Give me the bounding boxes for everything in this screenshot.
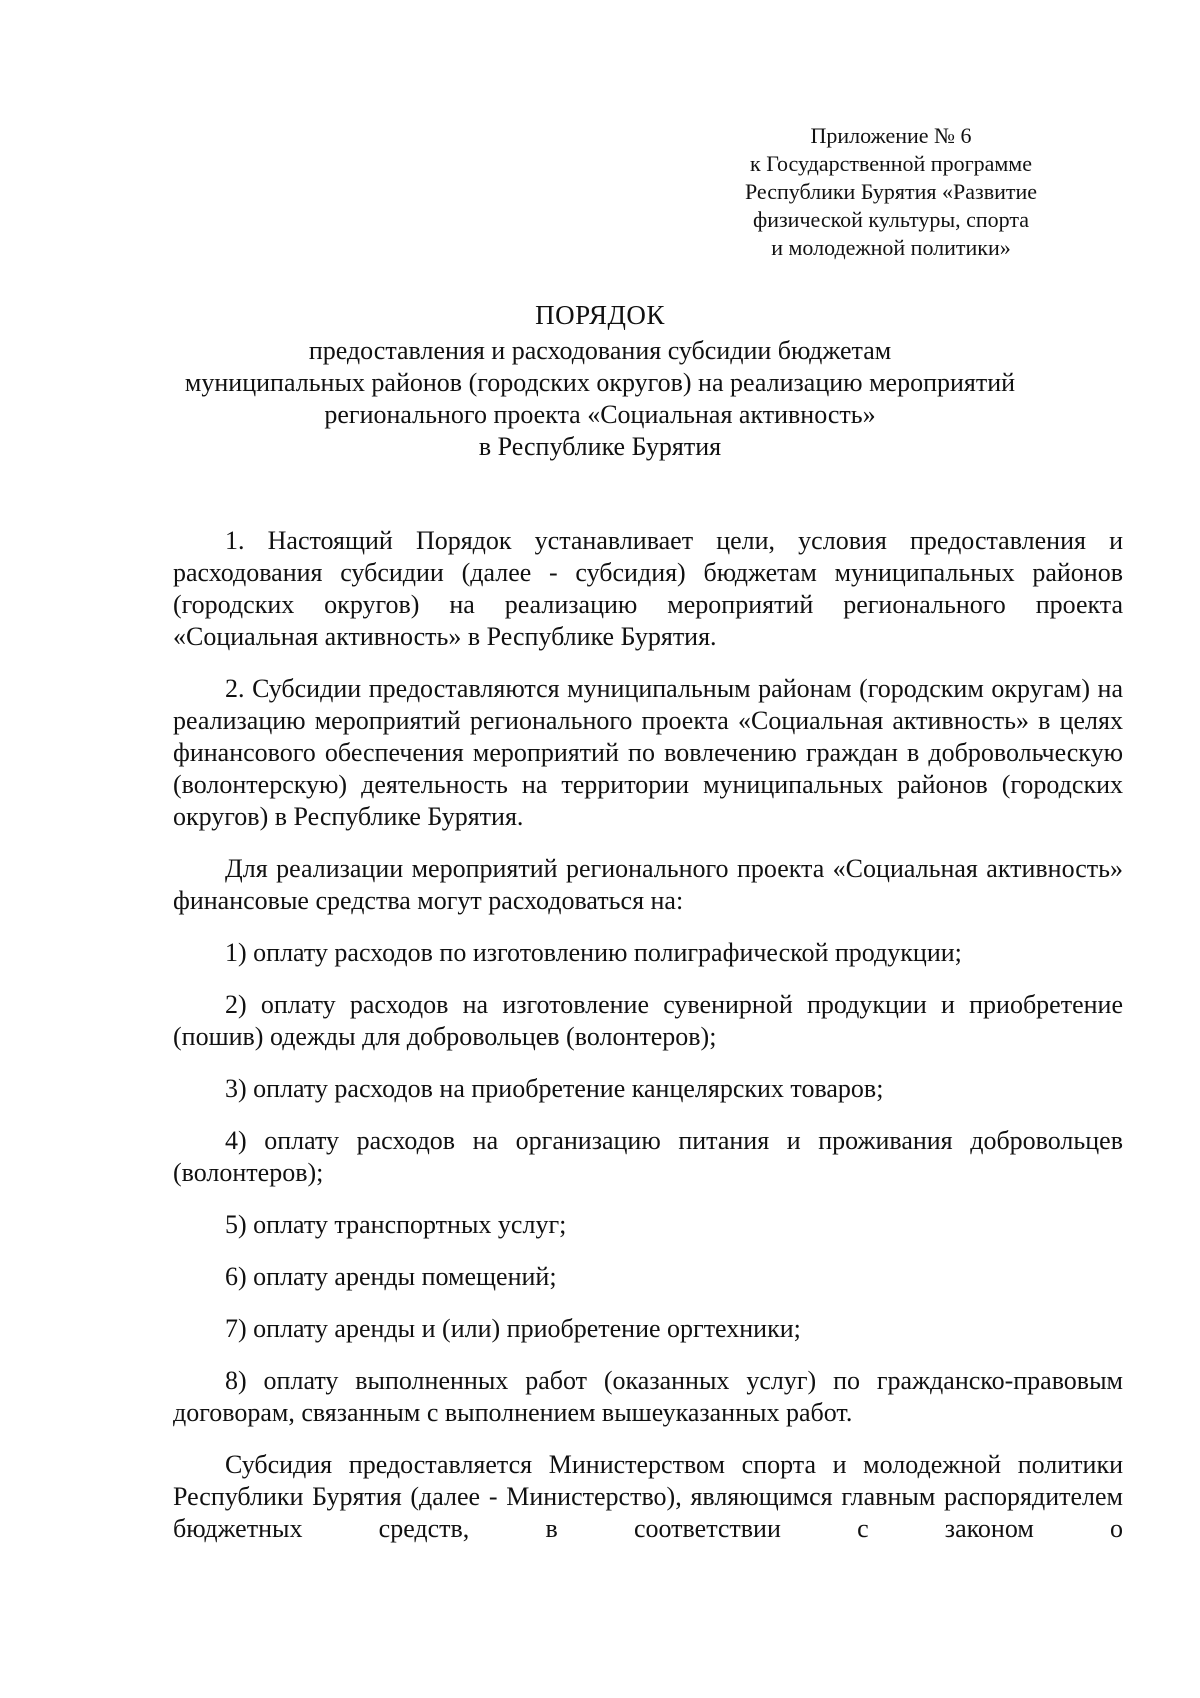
appendix-header <box>696 122 1086 262</box>
list-item-7: 7) оплату аренды и (или) приобретение оргтехники; <box>225 1314 801 1343</box>
appendix-line-3: Республики Бурятия «Развитие <box>744 179 1038 204</box>
list-item-3: 3) оплату расходов на приобретение канцелярских товаров; <box>225 1074 884 1103</box>
list-item-6: 6) оплату аренды помещений; <box>225 1262 557 1291</box>
appendix-line-2: к Государственной программе <box>750 151 1032 176</box>
paragraph-expenses-intro: Для реализации мероприятий регионального проекта «Социальная активность» финансовые средства могут расходоваться на: <box>173 854 1123 915</box>
list-item-1: 1) оплату расходов по изготовлению полиграфической продукции; <box>225 938 962 967</box>
list-item-4: 4) оплату расходов на организацию питания и проживания добровольцев (волонтеров); <box>173 1126 1123 1187</box>
document-title <box>150 299 1050 463</box>
appendix-line-4: физической культуры, спорта <box>752 207 1030 232</box>
paragraph-1: 1. Настоящий Порядок устанавливает цели, условия предоставления и расходования субсидии (далее - субсидия) бюджетам муниципальных районов (городских округов) на реализацию мероприятий регионального проекта «Социальная активность» в Республике Бурятия. <box>173 526 1123 651</box>
title-line-2: муниципальных районов (городских округов) на реализацию мероприятий <box>184 368 1016 397</box>
title-line-1: предоставления и расходования субсидии бюджетам <box>308 336 892 365</box>
document-body <box>173 525 1123 1565</box>
paragraph-2: 2. Субсидии предоставляются муниципальным районам (городским округам) на реализацию мероприятий регионального проекта «Социальная активность» в целях финансового обеспечения мероприятий по вовлечению граждан в добровольческую (волонтерскую) деятельность на территории муниципальных районов (городских округов) в Республике Бурятия. <box>173 674 1123 831</box>
title-line-3: регионального проекта «Социальная активность» <box>324 400 876 429</box>
appendix-line-5: и молодежной политики» <box>771 235 1011 260</box>
list-item-5: 5) оплату транспортных услуг; <box>225 1210 567 1239</box>
title-main: ПОРЯДОК <box>535 300 665 330</box>
list-item-8: 8) оплату выполненных работ (оказанных услуг) по гражданско-правовым договорам, связанным с выполнением вышеуказанных работ. <box>173 1366 1123 1427</box>
list-item-2: 2) оплату расходов на изготовление сувенирной продукции и приобретение (пошив) одежды для добровольцев (волонтеров); <box>173 990 1123 1051</box>
appendix-line-1: Приложение № 6 <box>810 123 972 148</box>
paragraph-ministry: Субсидия предоставляется Министерством спорта и молодежной политики Республики Бурятия (далее - Министерство), являющимся главным распорядителем бюджетных средств, в соответствии с законом о <box>173 1450 1123 1543</box>
title-line-4: в Республике Бурятия <box>478 432 722 461</box>
